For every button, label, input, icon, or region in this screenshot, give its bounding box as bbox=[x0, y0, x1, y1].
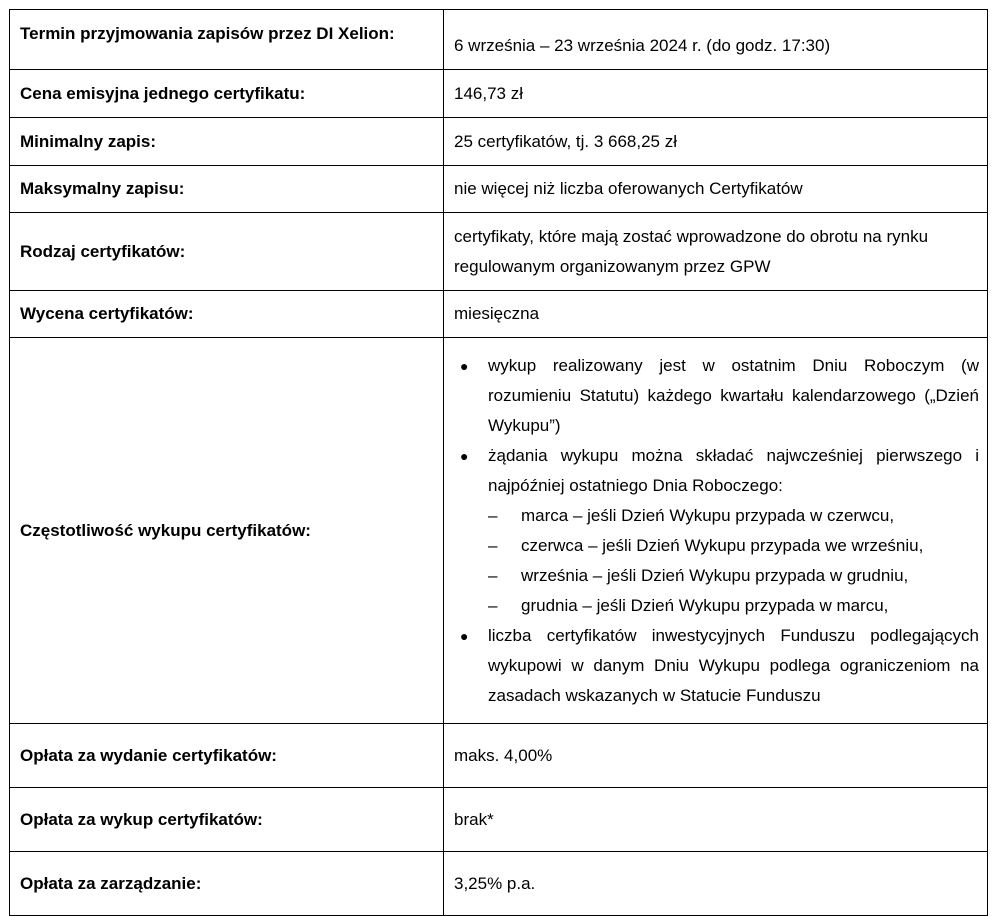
table-row bbox=[10, 10, 988, 70]
row-label: Termin przyjmowania zapisów przez DI Xelion: bbox=[10, 10, 444, 70]
bullet-icon: ● bbox=[460, 447, 469, 464]
row-label: Minimalny zapis: bbox=[10, 118, 444, 166]
row-label: Opłata za wydanie certyfikatów: bbox=[10, 724, 444, 788]
sub-list-item bbox=[488, 531, 979, 561]
sub-list-item-text: czerwca – jeśli Dzień Wykupu przypada we wrześniu, bbox=[521, 535, 924, 555]
table-row bbox=[10, 291, 988, 338]
row-value: 146,73 zł bbox=[444, 70, 988, 118]
sub-list-item-text: marca – jeśli Dzień Wykupu przypada w czerwcu, bbox=[521, 505, 895, 525]
table-row bbox=[10, 118, 988, 166]
row-value: brak* bbox=[444, 788, 988, 852]
row-label: Rodzaj certyfikatów: bbox=[10, 213, 444, 291]
row-value: nie więcej niż liczba oferowanych Certyfikatów bbox=[444, 166, 988, 213]
sub-list-item-text: września – jeśli Dzień Wykupu przypada w grudniu, bbox=[521, 565, 909, 585]
table-row bbox=[10, 213, 988, 291]
row-value: 25 certyfikatów, tj. 3 668,25 zł bbox=[444, 118, 988, 166]
table-row bbox=[10, 166, 988, 213]
row-label: Częstotliwość wykupu certyfikatów: bbox=[10, 338, 444, 724]
table-row bbox=[10, 852, 988, 916]
list-item-text: wykup realizowany jest w ostatnim Dniu Roboczym (w rozumieniu Statutu) każdego kwartału kalendarzowego („Dzień Wykupu”) bbox=[488, 355, 979, 435]
dash-icon: – bbox=[488, 505, 498, 525]
table-row bbox=[10, 788, 988, 852]
row-label: Maksymalny zapisu: bbox=[10, 166, 444, 213]
dash-list bbox=[488, 501, 979, 621]
sub-list-item-text: grudnia – jeśli Dzień Wykupu przypada w marcu, bbox=[521, 595, 889, 615]
terms-table bbox=[9, 9, 988, 916]
sub-list-item bbox=[488, 561, 979, 591]
sub-list-item bbox=[488, 501, 979, 531]
row-value: 3,25% p.a. bbox=[444, 852, 988, 916]
list-item bbox=[454, 441, 979, 621]
bullet-icon: ● bbox=[460, 627, 469, 644]
list-item-text: żądania wykupu można składać najwcześniej pierwszego i najpóźniej ostatniego Dnia Roboczego: bbox=[488, 445, 979, 495]
row-label: Cena emisyjna jednego certyfikatu: bbox=[10, 70, 444, 118]
dash-icon: – bbox=[488, 595, 498, 615]
list-item bbox=[454, 351, 979, 441]
row-value: miesięczna bbox=[444, 291, 988, 338]
row-value: maks. 4,00% bbox=[444, 724, 988, 788]
table-row bbox=[10, 70, 988, 118]
row-label: Wycena certyfikatów: bbox=[10, 291, 444, 338]
row-value-list bbox=[444, 338, 988, 724]
sub-list-item bbox=[488, 591, 979, 621]
dash-icon: – bbox=[488, 535, 498, 555]
list-item-text: liczba certyfikatów inwestycyjnych Funduszu podlegających wykupowi w danym Dniu Wykupu podlega ograniczeniom na zasadach wskazanych w Statucie Funduszu bbox=[488, 625, 979, 705]
row-label: Opłata za wykup certyfikatów: bbox=[10, 788, 444, 852]
table-row bbox=[10, 338, 988, 724]
dash-icon: – bbox=[488, 565, 498, 585]
bullet-list bbox=[454, 351, 979, 711]
bullet-icon: ● bbox=[460, 357, 469, 374]
row-label: Opłata za zarządzanie: bbox=[10, 852, 444, 916]
row-value: 6 września – 23 września 2024 r. (do godz. 17:30) bbox=[444, 10, 988, 70]
list-item bbox=[454, 621, 979, 711]
table-row bbox=[10, 724, 988, 788]
row-value: certyfikaty, które mają zostać wprowadzone do obrotu na rynku regulowanym organizowanym przez GPW bbox=[444, 213, 988, 291]
